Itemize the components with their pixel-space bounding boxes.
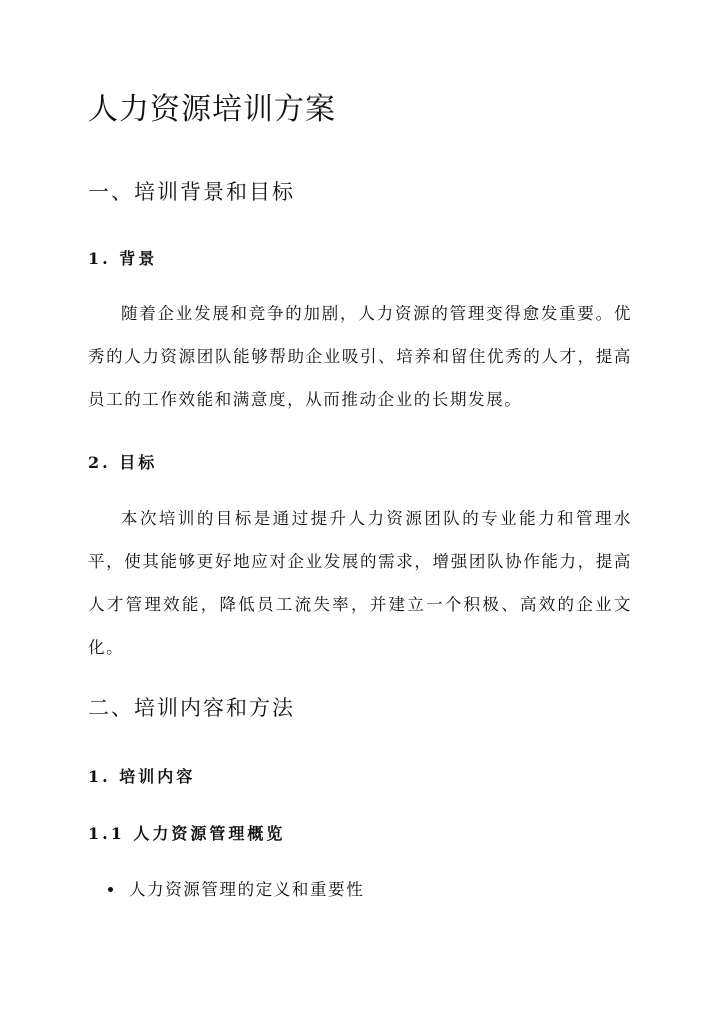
subsection-heading-training-content: 1. 培训内容 [88,767,196,786]
subsection-heading-goals: 2. 目标 [88,453,158,472]
paragraph-goals: 本次培训的目标是通过提升人力资源团队的专业能力和管理水平，使其能够更好地应对企业发展的需求，增强团队协作能力，提高人才管理效能，降低员工流失率，并建立一个积极、高效的企业文化。 [88,509,632,657]
list-item-text: 人力资源管理的定义和重要性 [129,880,365,899]
subsection-heading-hr-overview: 1.1 人力资源管理概览 [88,824,286,843]
document-title: 人力资源培训方案 [88,92,336,127]
subsection-heading-background: 1. 背景 [88,249,158,268]
bullet-icon [108,887,113,892]
bullet-list [108,876,364,900]
list-item [108,876,364,900]
section-heading-content-methods: 二、培训内容和方法 [88,696,295,720]
section-heading-background-goals: 一、培训背景和目标 [88,180,295,204]
paragraph-background: 随着企业发展和竞争的加剧，人力资源的管理变得愈发重要。优秀的人力资源团队能够帮助企业吸引、培养和留住优秀的人才，提高员工的工作效能和满意度，从而推动企业的长期发展。 [88,304,632,409]
